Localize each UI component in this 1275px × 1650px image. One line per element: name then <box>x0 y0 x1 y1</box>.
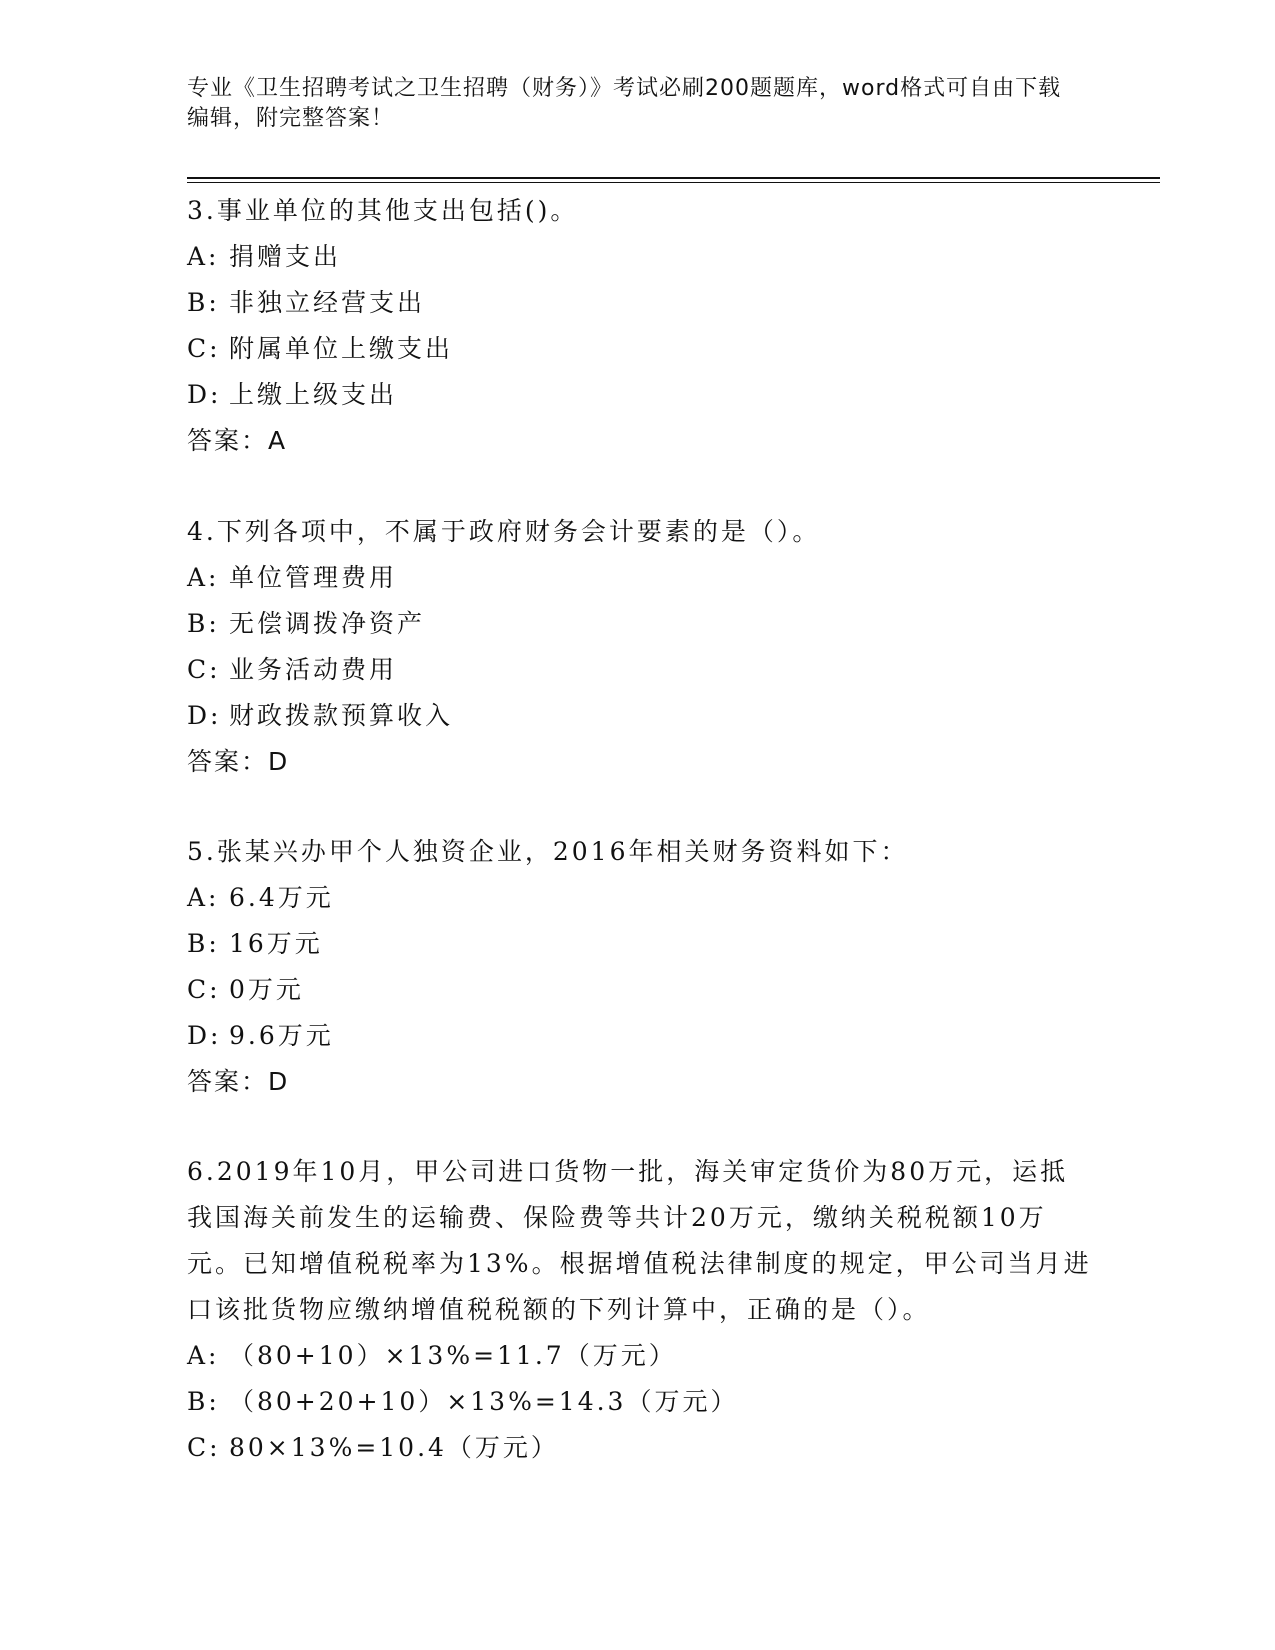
question-3 <box>187 188 1092 464</box>
option-b <box>187 280 1092 326</box>
question-4 <box>187 509 1092 785</box>
option-text: 捐赠支出 <box>229 242 342 271</box>
option-b <box>187 1379 1092 1425</box>
option-a <box>187 234 1092 280</box>
option-c <box>187 967 1092 1013</box>
option-text: 财政拨款预算收入 <box>229 701 454 730</box>
option-label: C: <box>187 655 221 684</box>
option-text: （80+10）×13%=11.7（万元） <box>229 1341 677 1370</box>
option-text: 16万元 <box>229 929 323 958</box>
option-b <box>187 601 1092 647</box>
option-text: 单位管理费用 <box>229 563 398 592</box>
option-c <box>187 647 1092 693</box>
option-label: B: <box>187 1387 220 1416</box>
option-label: C: <box>187 1433 221 1462</box>
option-text: 0万元 <box>229 975 304 1004</box>
option-text: 6.4万元 <box>229 883 334 912</box>
answer-line: 答案：D <box>187 1067 290 1096</box>
header-divider-thick <box>187 177 1160 179</box>
option-b <box>187 921 1092 967</box>
option-c <box>187 1425 1092 1471</box>
question-stem: 5.张某兴办甲个人独资企业，2016年相关财务资料如下： <box>187 837 909 866</box>
option-d <box>187 1013 1092 1059</box>
option-label: D: <box>187 380 222 409</box>
question-5 <box>187 829 1092 1105</box>
option-c <box>187 326 1092 372</box>
option-text: 无偿调拨净资产 <box>229 609 426 638</box>
option-a <box>187 1333 1092 1379</box>
option-d <box>187 693 1092 739</box>
option-label: B: <box>187 929 220 958</box>
option-text: 上缴上级支出 <box>229 380 398 409</box>
option-a <box>187 875 1092 921</box>
option-label: A: <box>187 1341 220 1370</box>
option-a <box>187 555 1092 601</box>
header-divider-thin <box>187 182 1160 183</box>
question-stem: 3.事业单位的其他支出包括()。 <box>187 196 579 225</box>
option-label: A: <box>187 242 220 271</box>
question-6 <box>187 1149 1092 1471</box>
question-stem: 6.2019年10月，甲公司进口货物一批，海关审定货价为80万元，运抵我国海关前发生的运输费、保险费等共计20万元，缴纳关税税额10万元。已知增值税税率为13%。根据增值税法律制度的规定，甲公司当月进口该批货物应缴纳增值税税额的下列计算中，正确的是（）。 <box>187 1157 1092 1324</box>
option-label: B: <box>187 288 220 317</box>
question-stem: 4.下列各项中，不属于政府财务会计要素的是（）。 <box>187 517 821 546</box>
option-text: 80×13%=10.4（万元） <box>229 1433 559 1462</box>
answer-line: 答案：A <box>187 426 288 455</box>
option-label: D: <box>187 701 222 730</box>
option-text: （80+20+10）×13%=14.3（万元） <box>229 1387 739 1416</box>
option-label: B: <box>187 609 220 638</box>
document-header: 专业《卫生招聘考试之卫生招聘（财务）》考试必刷200题题库，word格式可自由下载编辑，附完整答案！ <box>187 76 1062 131</box>
option-text: 9.6万元 <box>229 1021 334 1050</box>
option-text: 业务活动费用 <box>229 655 398 684</box>
option-text: 非独立经营支出 <box>229 288 426 317</box>
option-label: A: <box>187 563 220 592</box>
option-d <box>187 372 1092 418</box>
option-label: A: <box>187 883 220 912</box>
answer-line: 答案：D <box>187 747 290 776</box>
option-label: C: <box>187 975 221 1004</box>
option-label: D: <box>187 1021 222 1050</box>
option-label: C: <box>187 334 221 363</box>
option-text: 附属单位上缴支出 <box>229 334 454 363</box>
